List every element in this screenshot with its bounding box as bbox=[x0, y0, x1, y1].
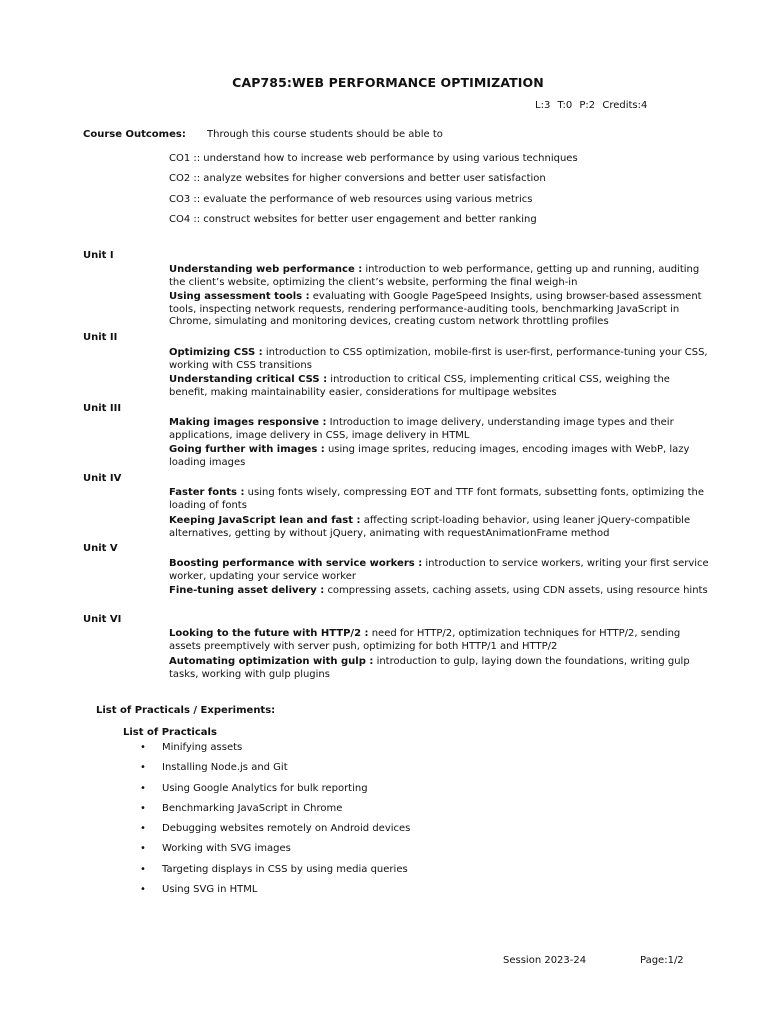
unit-topic bbox=[169, 347, 709, 372]
page-number: Page:1/2 bbox=[640, 955, 684, 966]
bullet-icon: • bbox=[140, 803, 146, 814]
topic-text: compressing assets, caching assets, using CDN assets, using resource hints bbox=[327, 585, 708, 596]
topic-title: Going further with images : bbox=[169, 444, 325, 455]
unit-topic bbox=[169, 444, 709, 469]
unit-label: Unit IV bbox=[83, 473, 122, 484]
list-item-text: Installing Node.js and Git bbox=[162, 762, 288, 773]
page-title: CAP785:WEB PERFORMANCE OPTIMIZATION bbox=[232, 75, 544, 90]
topic-text: Introduction to image delivery, understanding image types and their applications, image delivery in CSS, image delivery in HTML bbox=[169, 417, 674, 441]
unit-label: Unit VI bbox=[83, 614, 122, 625]
list-item-text: Working with SVG images bbox=[162, 843, 291, 854]
list-item bbox=[140, 762, 288, 775]
unit-topic bbox=[169, 291, 709, 329]
credits-info: L:3 T:0 P:2 Credits:4 bbox=[535, 100, 648, 111]
bullet-icon: • bbox=[140, 762, 146, 773]
unit-topic bbox=[169, 558, 709, 583]
unit-topic bbox=[169, 656, 709, 681]
unit-topic bbox=[169, 585, 709, 598]
list-item-text: Benchmarking JavaScript in Chrome bbox=[162, 803, 343, 814]
course-outcome-2: CO2 :: analyze websites for higher conversions and better user satisfaction bbox=[169, 173, 546, 184]
topic-title: Faster fonts : bbox=[169, 487, 245, 498]
practicals-subheading: List of Practicals bbox=[123, 727, 217, 738]
list-item bbox=[140, 864, 408, 877]
unit-topic bbox=[169, 374, 709, 399]
list-item-text: Using Google Analytics for bulk reporting bbox=[162, 783, 368, 794]
unit-topic bbox=[169, 515, 709, 540]
list-item bbox=[140, 884, 257, 897]
course-outcomes-label: Course Outcomes: bbox=[83, 129, 186, 140]
topic-title: Keeping JavaScript lean and fast : bbox=[169, 515, 361, 526]
topic-title: Understanding critical CSS : bbox=[169, 374, 328, 385]
topic-text: evaluating with Google PageSpeed Insights, using browser-based assessment tools, inspecting network requests, rendering performance-auditing tools, benchmarking JavaScript in Chrome, simulating and monitoring devices, creating custom network throttling profiles bbox=[169, 291, 702, 327]
unit-topic bbox=[169, 417, 709, 442]
topic-title: Fine-tuning asset delivery : bbox=[169, 585, 325, 596]
unit-label: Unit II bbox=[83, 332, 118, 343]
list-item bbox=[140, 823, 410, 836]
unit-label: Unit I bbox=[83, 250, 114, 261]
bullet-icon: • bbox=[140, 864, 146, 875]
topic-text: introduction to critical CSS, implementing critical CSS, weighing the benefit, making maintainability easier, considerations for multipage websites bbox=[169, 374, 670, 398]
unit-label: Unit III bbox=[83, 403, 122, 414]
course-outcome-3: CO3 :: evaluate the performance of web resources using various metrics bbox=[169, 194, 533, 205]
list-item bbox=[140, 742, 242, 755]
topic-text: affecting script-loading behavior, using leaner jQuery-compatible alternatives, getting by without jQuery, animating with requestAnimationFrame method bbox=[169, 515, 691, 539]
course-outcome-1: CO1 :: understand how to increase web performance by using various techniques bbox=[169, 153, 578, 164]
topic-text: using image sprites, reducing images, encoding images with WebP, lazy loading images bbox=[169, 444, 690, 468]
bullet-icon: • bbox=[140, 843, 146, 854]
course-outcomes-intro: Through this course students should be able to bbox=[207, 129, 443, 140]
practicals-heading: List of Practicals / Experiments: bbox=[96, 705, 276, 716]
list-item-text: Minifying assets bbox=[162, 742, 243, 753]
topic-text: introduction to service workers, writing your first service worker, updating your service worker bbox=[169, 558, 709, 582]
list-item-text: Debugging websites remotely on Android devices bbox=[162, 823, 411, 834]
topic-text: introduction to CSS optimization, mobile-first is user-first, performance-tuning your CSS, working with CSS transitions bbox=[169, 347, 708, 371]
topic-title: Boosting performance with service workers : bbox=[169, 558, 423, 569]
topic-title: Making images responsive : bbox=[169, 417, 327, 428]
topic-text: introduction to web performance, getting up and running, auditing the client’s website, optimizing the client’s website, performing the final weigh-in bbox=[169, 264, 700, 288]
bullet-icon: • bbox=[140, 823, 146, 834]
list-item bbox=[140, 803, 342, 816]
bullet-icon: • bbox=[140, 783, 146, 794]
list-item-text: Targeting displays in CSS by using media queries bbox=[162, 864, 408, 875]
list-item-text: Using SVG in HTML bbox=[162, 884, 258, 895]
unit-topic bbox=[169, 487, 709, 512]
topic-text: using fonts wisely, compressing EOT and TTF font formats, subsetting fonts, optimizing the loading of fonts bbox=[169, 487, 704, 511]
course-outcome-4: CO4 :: construct websites for better user engagement and better ranking bbox=[169, 214, 537, 225]
list-item bbox=[140, 783, 368, 796]
unit-topic bbox=[169, 264, 709, 289]
unit-label: Unit V bbox=[83, 543, 118, 554]
bullet-icon: • bbox=[140, 742, 146, 753]
unit-topic bbox=[169, 628, 709, 653]
bullet-icon: • bbox=[140, 884, 146, 895]
list-item bbox=[140, 843, 291, 856]
topic-title: Understanding web performance : bbox=[169, 264, 363, 275]
topic-title: Optimizing CSS : bbox=[169, 347, 263, 358]
topic-title: Looking to the future with HTTP/2 : bbox=[169, 628, 369, 639]
session-label: Session 2023-24 bbox=[503, 955, 587, 966]
topic-title: Automating optimization with gulp : bbox=[169, 656, 374, 667]
topic-text: need for HTTP/2, optimization techniques for HTTP/2, sending assets preemptively with server push, optimizing for both HTTP/1 and HTTP/2 bbox=[169, 628, 681, 652]
topic-title: Using assessment tools : bbox=[169, 291, 310, 302]
topic-text: introduction to gulp, laying down the foundations, writing gulp tasks, working with gulp plugins bbox=[169, 656, 690, 680]
